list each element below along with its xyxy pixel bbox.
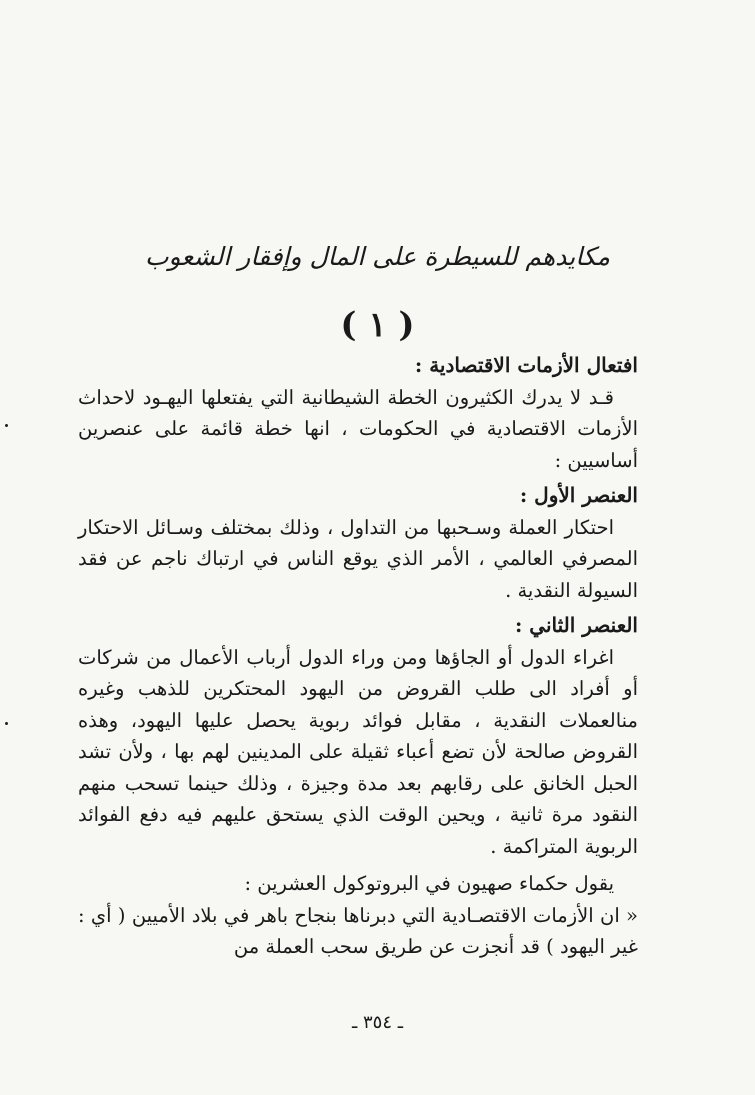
paragraph: احتكار العملة وسـحبها من التداول ، وذلك بمختلف وسـائل الاحتكار المصرفي العالمي ، الأمر الذي يوقع الناس في ارتباك ناجم عن فقد السيولة النقدية . [78, 515, 638, 602]
paragraph: قـد لا يدرك الكثيرون الخطة الشيطانية التي يفتعلها اليهـود لاحداث الأزمات الاقتصادية في الحكومات ، انها خطة قائمة على عنصرين أساسيين : [78, 385, 638, 472]
section-title: افتعال الأزمات الاقتصادية : [414, 353, 638, 377]
margin-speck [5, 424, 8, 427]
section-title: العنصر الثاني : [514, 613, 638, 637]
chapter-heading: مكايدهم للسيطرة على المال وإفقار الشعوب [144, 242, 611, 271]
margin-speck [5, 722, 8, 725]
section-number: ( ١ ) [340, 305, 415, 345]
quote-intro: يقول حكماء صهيون في البروتوكول العشرين : [244, 872, 614, 895]
paragraph: اغراء الدول أو الجاؤها ومن وراء الدول أرباب الأعمال من شركات أو أفراد الى طلب القروض من اليهود المحتكرين للذهب وغيره منالعملات النقدية ، مقابل فوائد ربوية يحصل عليها اليهود، وهذه القروض صالحة لأن تضع أعباء ثقيلة على المدينين لهم بها ، ولأن تشد الحبل الخانق على رقابهم بعد مدة وجيزة ، وذلك حينما تسحب منهم النقود مرة ثانية ، ويحين الوقت الذي يستحق عليهم فيه دفع الفوائد الربوية المتراكمة . [78, 645, 638, 858]
section-title: العنصر الأول : [519, 483, 638, 507]
quote-paragraph: « ان الأزمات الاقتصـادية التي دبرناها بنجاح باهر في بلاد الأميين ( أي : غير اليهود ) قد أنجزت عن طريق سحب العملة من [78, 903, 638, 958]
page-body [78, 350, 638, 963]
page-number: ـ ٣٥٤ ـ [351, 1012, 403, 1033]
